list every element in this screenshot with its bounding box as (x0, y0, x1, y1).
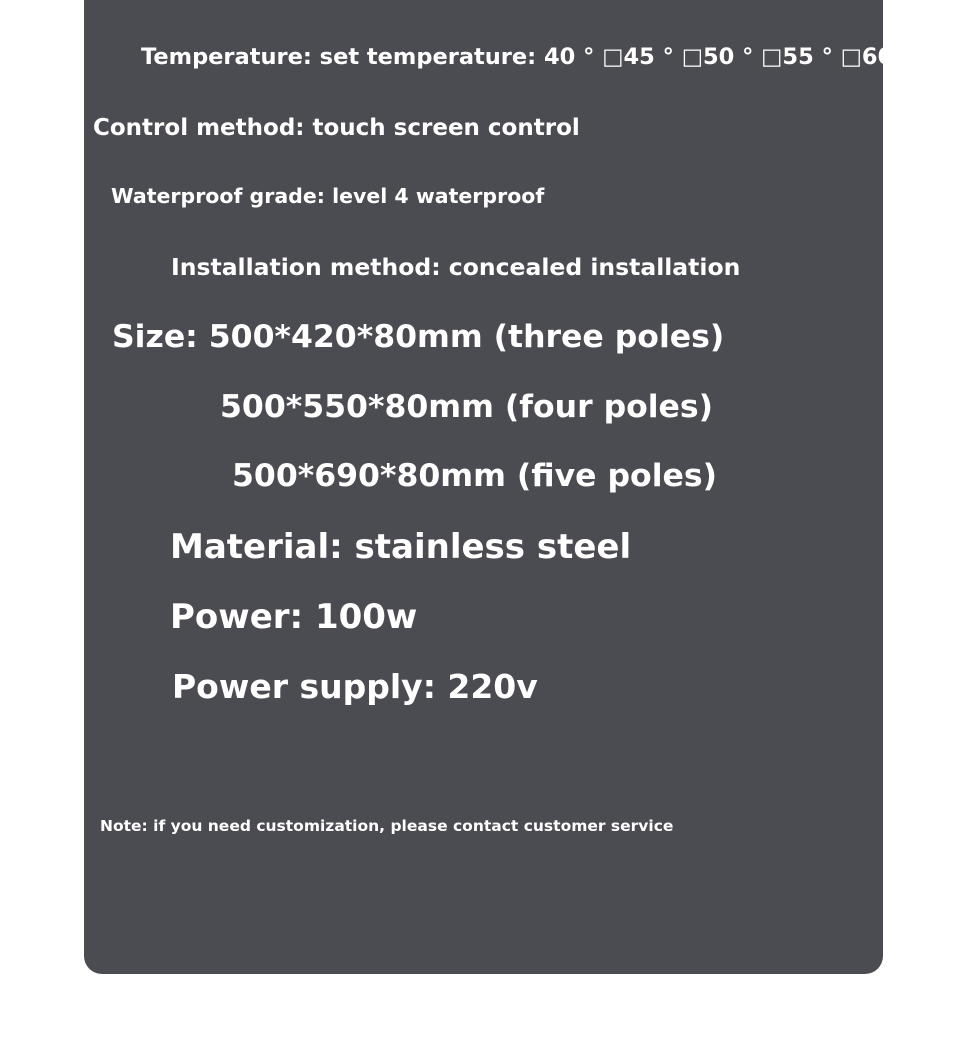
temperature-spec: Temperature: set temperature: 40 ° □45 ° □50 ° □55 ° □60 ° (141, 44, 913, 70)
size-spec-four-poles: 500*550*80mm (four poles) (220, 389, 714, 425)
installation-method-spec: Installation method: concealed installation (171, 253, 741, 281)
waterproof-grade-spec: Waterproof grade: level 4 waterproof (111, 184, 545, 208)
power-spec: Power: 100w (170, 597, 418, 637)
control-method-spec: Control method: touch screen control (93, 115, 580, 141)
material-spec: Material: stainless steel (170, 527, 632, 567)
customization-note: Note: if you need customization, please contact customer service (100, 817, 674, 835)
size-spec-three-poles: Size: 500*420*80mm (three poles) (112, 319, 725, 355)
power-supply-spec: Power supply: 220v (172, 667, 538, 706)
size-spec-five-poles: 500*690*80mm (five poles) (232, 458, 718, 494)
